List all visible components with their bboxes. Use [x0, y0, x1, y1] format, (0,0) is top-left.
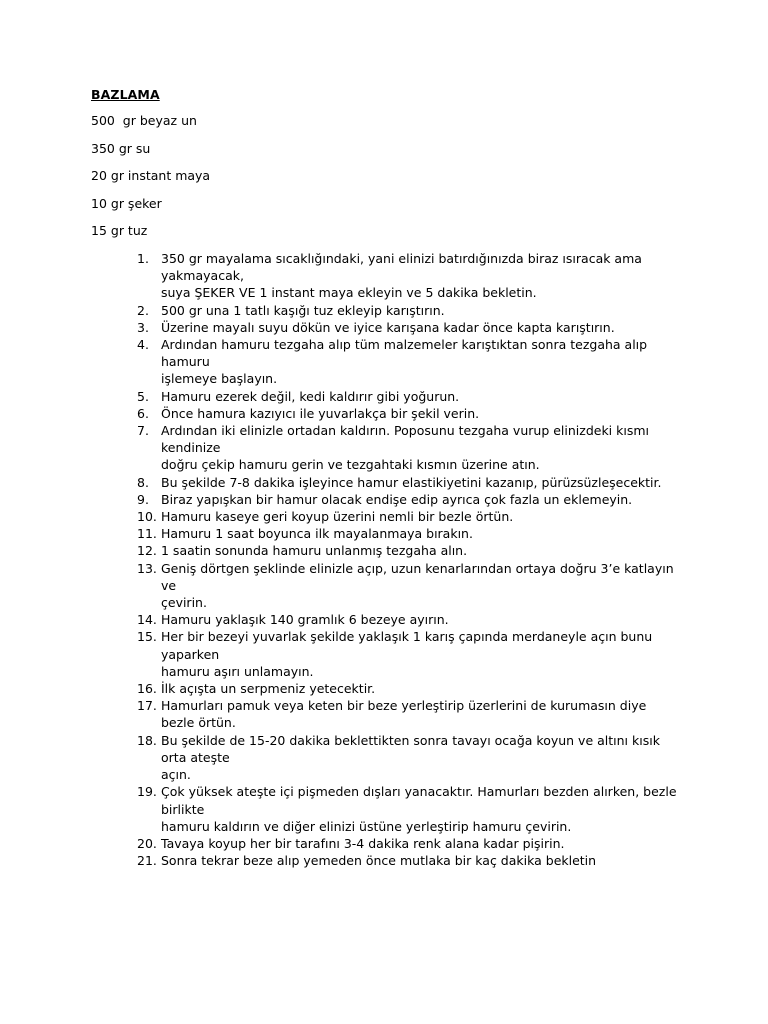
step-number: 3.: [137, 319, 149, 335]
step-text: Hamurları pamuk veya keten bir beze yerleştirip üzerlerini de kurumasın diye bezle örtün.: [161, 698, 647, 731]
instruction-step: [137, 680, 677, 697]
instruction-step: [137, 835, 677, 852]
ingredient-item: 350 gr su: [91, 140, 151, 156]
step-number: 1.: [137, 251, 149, 266]
instruction-step: [137, 508, 677, 525]
ingredient-item: 20 gr instant maya: [91, 168, 211, 183]
instruction-step: [137, 336, 677, 388]
recipe-title: BAZLAMA: [91, 87, 160, 102]
step-text: Hamuru yaklaşık 140 gramlık 6 bezeye ayırın.: [161, 612, 449, 628]
step-number: 17.: [137, 698, 157, 714]
step-number: 18.: [137, 732, 157, 748]
step-text: Bu şekilde de 15-20 dakika beklettikten sonra tavayı ocağa koyun ve altını kısık orta ateşte açın.: [161, 732, 660, 783]
step-number: 6.: [137, 405, 149, 421]
instruction-step: [137, 405, 677, 422]
instruction-step: [137, 611, 677, 628]
step-number: 8.: [137, 474, 149, 490]
ingredient-list: [91, 113, 210, 251]
step-text: 500 gr una 1 tatlı kaşığı tuz ekleyip karıştırın.: [161, 302, 445, 318]
step-number: 11.: [137, 526, 157, 542]
instruction-step: [137, 422, 677, 474]
step-text: Bu şekilde 7-8 dakika işleyince hamur elastikiyetini kazanıp, pürüzsüzleşecektir.: [161, 474, 662, 490]
step-number: 2.: [137, 302, 149, 318]
step-text: Her bir bezeyi yuvarlak şekilde yaklaşık 1 karış çapında merdaneyle açın bunu yaparken hamuru aşırı unlamayın.: [161, 629, 653, 679]
step-number: 21.: [137, 853, 157, 869]
step-text: Sonra tekrar beze alıp yemeden önce mutlaka bir kaç dakika bekletin: [161, 853, 597, 869]
step-text: Biraz yapışkan bir hamur olacak endişe edip ayrıca çok fazla un eklemeyin.: [161, 491, 633, 507]
step-text: Geniş dörtgen şeklinde elinizle açıp, uzun kenarlarından ortaya doğru 3’e katlayın ve çevirin.: [161, 560, 674, 611]
step-text: Çok yüksek ateşte içi pişmeden dışları yanacaktır. Hamurları bezden alırken, bezle birlikte hamuru kaldırın ve diğer elinizi üstüne yerleştirip hamuru çevirin.: [161, 784, 677, 834]
instruction-step: [137, 560, 677, 612]
step-number: 15.: [137, 629, 157, 645]
instruction-step: [137, 542, 677, 559]
step-number: 16.: [137, 681, 157, 697]
step-text: Ardından hamuru tezgaha alıp tüm malzemeler karıştıktan sonra tezgaha alıp hamuru işlemeye başlayın.: [161, 337, 648, 387]
step-text: 350 gr mayalama sıcaklığındaki, yani elinizi batırdığınızda biraz ısıracak ama yakmayacak, suya ŞEKER VE 1 instant maya ekleyin ve 5 dakika bekletin.: [161, 251, 642, 301]
step-number: 4.: [137, 337, 149, 353]
step-number: 10.: [137, 509, 157, 525]
instruction-step: [137, 250, 677, 302]
step-text: 1 saatin sonunda hamuru unlanmış tezgaha alın.: [161, 543, 468, 559]
instruction-step: [137, 302, 677, 319]
instruction-step: [137, 628, 677, 680]
instruction-step: [137, 697, 677, 731]
step-text: Hamuru 1 saat boyunca ilk mayalanmaya bırakın.: [161, 526, 473, 542]
step-text: Tavaya koyup her bir tarafını 3-4 dakika renk alana kadar pişirin.: [161, 835, 565, 851]
step-number: 19.: [137, 784, 157, 800]
instruction-step: [137, 525, 677, 542]
step-number: 20.: [137, 835, 157, 851]
step-number: 9.: [137, 491, 149, 507]
step-number: 13.: [137, 560, 157, 576]
instruction-step: [137, 388, 677, 405]
step-text: Hamuru kaseye geri koyup üzerini nemli bir bezle örtün.: [161, 509, 514, 525]
step-text: Hamuru ezerek değil, kedi kaldırır gibi yoğurun.: [161, 388, 460, 404]
instruction-step: [137, 783, 677, 835]
ingredient-item: 500 gr beyaz un: [91, 113, 197, 128]
step-text: Ardından iki elinizle ortadan kaldırın. Poposunu tezgaha vurup elinizdeki kısmı kendinize doğru çekip hamuru gerin ve tezgahtaki kısmın üzerine atın.: [161, 423, 650, 473]
step-number: 14.: [137, 612, 157, 628]
ingredient-item: 10 gr şeker: [91, 195, 162, 211]
step-number: 7.: [137, 423, 149, 439]
instruction-list: [137, 250, 677, 869]
instruction-step: [137, 852, 677, 869]
step-text: Üzerine mayalı suyu dökün ve iyice karışana kadar önce kapta karıştırın.: [161, 319, 615, 335]
ingredient-item: 15 gr tuz: [91, 223, 148, 238]
step-number: 5.: [137, 388, 149, 404]
instruction-step: [137, 491, 677, 508]
step-number: 12.: [137, 543, 157, 559]
instruction-step: [137, 319, 677, 336]
instruction-step: [137, 732, 677, 784]
step-text: Önce hamura kazıyıcı ile yuvarlakça bir şekil verin.: [161, 405, 480, 421]
step-text: İlk açışta un serpmeniz yetecektir.: [161, 681, 376, 697]
instruction-step: [137, 474, 677, 491]
